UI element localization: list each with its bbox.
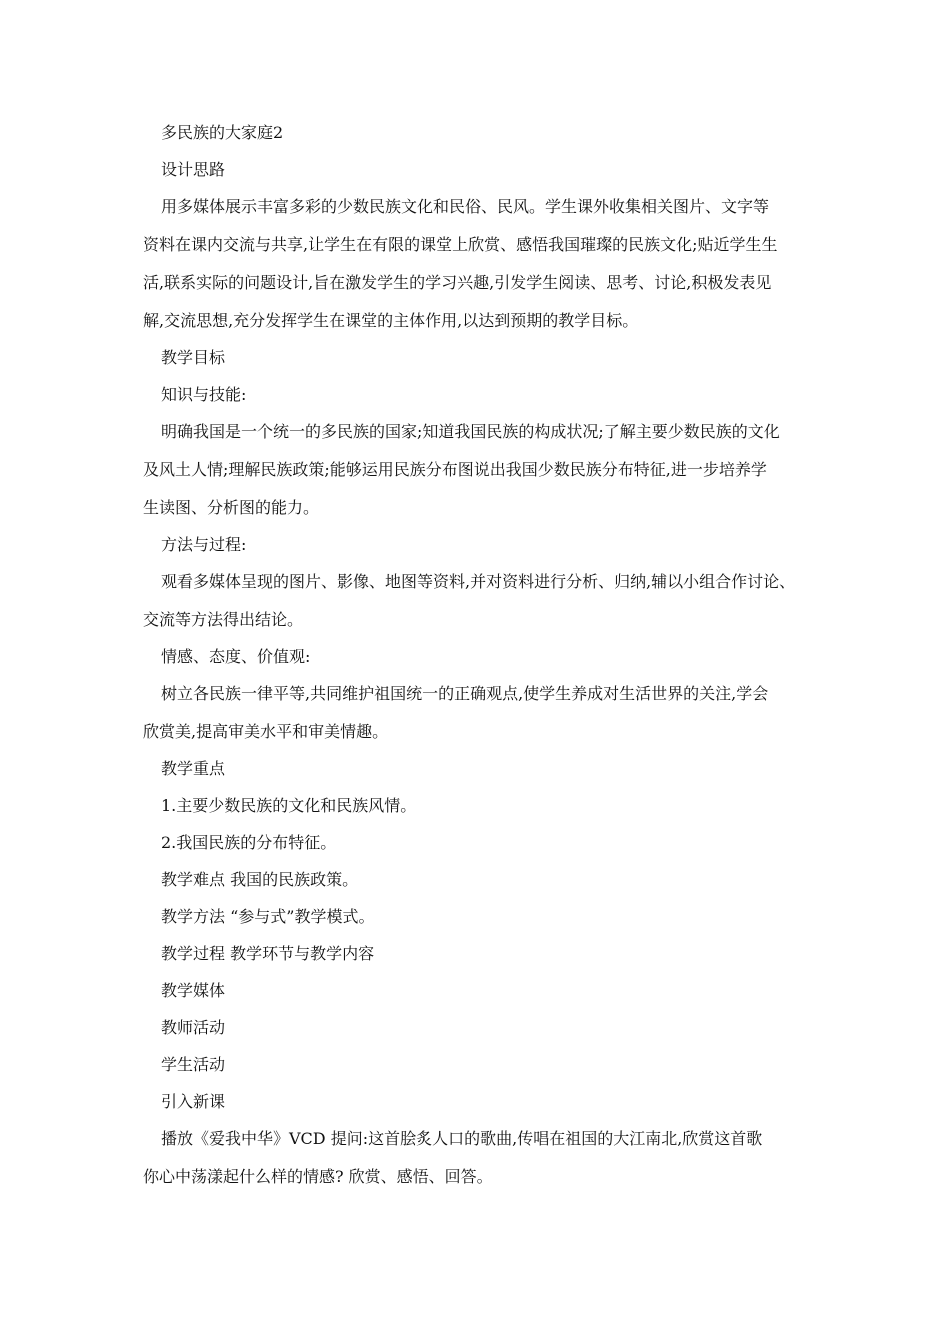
- media-line: 教学媒体: [161, 981, 226, 1000]
- document-title: 多民族的大家庭2: [161, 123, 284, 142]
- document-body: [143, 122, 823, 1203]
- paragraph-line: 生读图、分析图的能力。: [143, 498, 320, 517]
- knowledge-paragraph: [143, 421, 823, 519]
- design-heading: 设计思路: [161, 160, 226, 179]
- paragraph-line: 明确我国是一个统一的多民族的国家;知道我国民族的构成状况;了解主要少数民族的文化: [161, 422, 780, 441]
- emotion-paragraph: [143, 683, 823, 743]
- difficulty-line: 教学难点 我国的民族政策。: [161, 870, 359, 889]
- key-point-item: 2.我国民族的分布特征。: [161, 833, 337, 852]
- paragraph-line: 欣赏美,提高审美水平和审美情趣。: [143, 722, 389, 741]
- intro-paragraph: [143, 1128, 823, 1188]
- knowledge-heading: 知识与技能:: [161, 385, 247, 404]
- teaching-method-line: 教学方法 “参与式”教学模式。: [161, 907, 375, 926]
- emotion-heading: 情感、态度、价值观:: [161, 647, 311, 666]
- teacher-activity-line: 教师活动: [161, 1018, 226, 1037]
- student-activity-line: 学生活动: [161, 1055, 226, 1074]
- paragraph-line: 活,联系实际的问题设计,旨在激发学生的学习兴趣,引发学生阅读、思考、讨论,积极发表见: [143, 273, 772, 292]
- intro-heading: 引入新课: [161, 1092, 226, 1111]
- paragraph-line: 交流等方法得出结论。: [143, 610, 304, 629]
- paragraph-line: 资料在课内交流与共享,让学生在有限的课堂上欣赏、感悟我国璀璨的民族文化;贴近学生生: [143, 235, 778, 254]
- paragraph-line: 你心中荡漾起什么样的情感? 欣赏、感悟、回答。: [143, 1167, 493, 1186]
- paragraph-line: 及风土人情;理解民族政策;能够运用民族分布图说出我国少数民族分布特征,进一步培养学: [143, 460, 767, 479]
- paragraph-line: 观看多媒体呈现的图片、影像、地图等资料,并对资料进行分析、归纳,辅以小组合作讨论、: [161, 572, 796, 591]
- paragraph-line: 解,交流思想,充分发挥学生在课堂的主体作用,以达到预期的教学目标。: [143, 311, 639, 330]
- paragraph-line: 播放《爱我中华》VCD 提问:这首脍炙人口的歌曲,传唱在祖国的大江南北,欣赏这首歌: [161, 1129, 763, 1148]
- paragraph-line: 树立各民族一律平等,共同维护祖国统一的正确观点,使学生养成对生活世界的关注,学会: [161, 684, 769, 703]
- key-point-item: 1.主要少数民族的文化和民族风情。: [161, 796, 417, 815]
- paragraph-line: 用多媒体展示丰富多彩的少数民族文化和民俗、民风。学生课外收集相关图片、文字等: [161, 197, 770, 216]
- method-paragraph: [143, 571, 823, 631]
- design-paragraph: [143, 196, 823, 332]
- goals-heading: 教学目标: [161, 348, 226, 367]
- method-heading: 方法与过程:: [161, 535, 247, 554]
- process-line: 教学过程 教学环节与教学内容: [161, 944, 375, 963]
- key-points-heading: 教学重点: [161, 759, 226, 778]
